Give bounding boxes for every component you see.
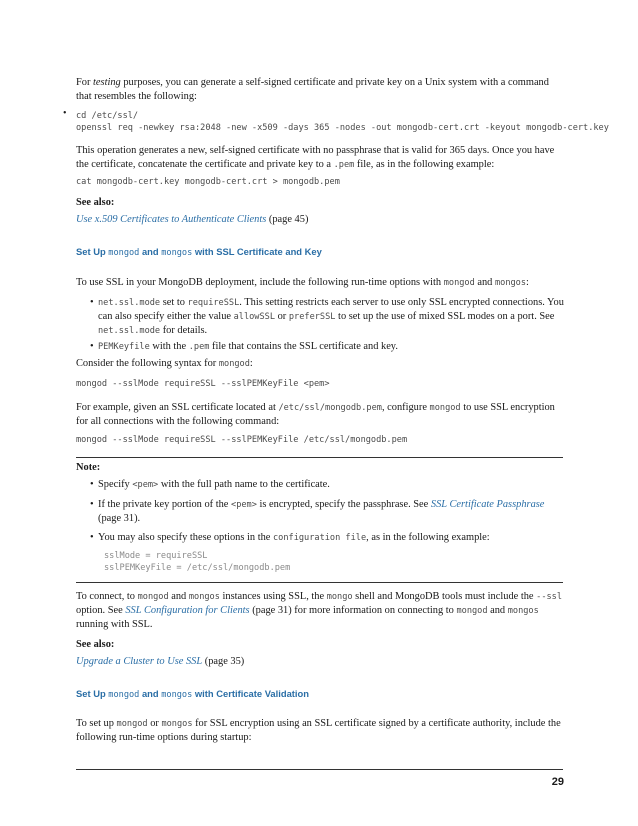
heading-code: mongod	[108, 248, 140, 258]
see-also-label: See also:	[76, 197, 115, 208]
link-ssl-passphrase[interactable]: SSL Certificate Passphrase	[430, 499, 545, 510]
see-also-entry	[76, 213, 564, 227]
text: , as in the following example:	[366, 532, 490, 543]
code-block-cat: cat mongodb-cert.key mongodb-cert.crt > mongodb.pem	[76, 177, 340, 187]
text: To use SSL in your MongoDB deployment, include the following run-time options with	[76, 277, 444, 288]
text: option. See	[76, 605, 126, 616]
section-heading-ssl-cert-key	[76, 245, 564, 260]
text: file, as in the following example:	[354, 159, 495, 170]
inline-code: mongo	[326, 592, 353, 602]
text: and	[487, 605, 508, 616]
inline-code: configuration file	[273, 533, 367, 543]
bullet-icon: •	[90, 499, 94, 510]
footer-divider	[76, 769, 563, 770]
inline-code: .pem	[188, 342, 210, 352]
text: file that contains the SSL certificate and key.	[209, 341, 398, 352]
runtime-options-paragraph	[76, 276, 564, 290]
code-line: cd /etc/ssl/	[76, 111, 139, 121]
inline-code: <pem>	[132, 480, 159, 490]
see-also-entry	[76, 655, 564, 669]
heading-text: Set Up	[76, 246, 109, 257]
text: To set up	[76, 718, 117, 729]
inline-code: mongod	[218, 359, 250, 369]
code-block-example: mongod --sslMode requireSSL --sslPEMKeyFile /etc/ssl/mongodb.pem	[76, 435, 408, 445]
inline-code: net.ssl.mode	[98, 298, 161, 308]
code-block-syntax: mongod --sslMode requireSSL --sslPEMKeyFile <pem>	[76, 379, 330, 389]
inline-code: allowSSL	[233, 312, 276, 322]
text: Consider the following syntax for	[76, 358, 219, 369]
inline-code: preferSSL	[288, 312, 336, 322]
text: is encrypted, specify the passphrase. See	[256, 499, 431, 510]
heading-code: mongos	[161, 690, 193, 700]
link-ssl-client-config[interactable]: SSL Configuration for Clients	[125, 605, 250, 616]
note-top-divider	[76, 457, 563, 458]
list-item-ssl-mode	[90, 296, 564, 338]
config-example-code	[104, 550, 290, 574]
inline-code: PEMKeyfile	[98, 342, 150, 352]
text: :	[249, 358, 253, 369]
connect-paragraph	[76, 590, 564, 632]
heading-text: Set Up	[76, 688, 109, 699]
code-line: sslPEMKeyFile = /etc/ssl/mongodb.pem	[104, 563, 291, 573]
page-ref: (page 45)	[266, 214, 309, 225]
inline-code: mongos	[161, 719, 193, 729]
inline-code: mongos	[507, 606, 539, 616]
bullet-icon: •	[90, 297, 94, 308]
emphasis-testing: testing	[93, 77, 121, 88]
text: with the full path name to the certificate.	[158, 479, 330, 490]
inline-code: --ssl	[536, 592, 563, 602]
text: . This setting restricts each server to use only SSL encrypted connections. You can also specify either the value	[98, 297, 564, 322]
text: and	[474, 277, 495, 288]
inline-code: mongod	[429, 403, 461, 413]
text: You may also specify these options in the	[98, 532, 273, 543]
note-item-passphrase	[90, 498, 564, 526]
text: or	[275, 311, 289, 322]
text: to use SSL encryption for all connections with the following command:	[76, 402, 555, 427]
text: or	[147, 718, 162, 729]
inline-code: mongod	[137, 592, 169, 602]
heading-code: mongod	[108, 690, 140, 700]
text: instances using SSL, the	[219, 591, 327, 602]
bullet-icon: •	[63, 108, 67, 119]
inline-code: /etc/ssl/mongodb.pem	[278, 403, 382, 413]
link-upgrade-cluster-ssl[interactable]: Upgrade a Cluster to Use SSL	[76, 656, 203, 667]
heading-text: and	[139, 688, 162, 699]
text: If the private key portion of the	[98, 499, 232, 510]
bullet-icon: •	[90, 532, 94, 543]
inline-code: requireSSL	[187, 298, 240, 308]
text: and	[168, 591, 189, 602]
note-item-config-file	[90, 531, 564, 545]
text: Specify	[98, 479, 133, 490]
bullet-icon: •	[90, 341, 94, 352]
inline-code: mongod	[456, 606, 488, 616]
cert-validation-paragraph	[76, 717, 564, 745]
heading-text: and	[139, 246, 162, 257]
inline-code: mongod	[443, 278, 475, 288]
intro-paragraph	[76, 76, 564, 104]
text: set to	[160, 297, 188, 308]
concatenate-paragraph	[76, 144, 564, 172]
heading-code: mongos	[161, 248, 193, 258]
note-label: Note:	[76, 462, 101, 473]
syntax-paragraph	[76, 357, 564, 371]
text: (page 31) for more information on connecting to	[249, 605, 457, 616]
heading-text: with Certificate Validation	[192, 688, 309, 699]
note-bottom-divider	[76, 582, 563, 583]
page-number: 29	[551, 776, 564, 788]
text: This operation generates a new, self-signed certificate with no passphrase that is valid for 365 days. Once you have the certificate, concatenate the certificate and private key to a	[76, 145, 555, 170]
text: For example, given an SSL certificate located at	[76, 402, 279, 413]
inline-code: mongos	[494, 278, 527, 288]
inline-code: .pem	[333, 160, 355, 170]
code-line: sslMode = requireSSL	[104, 551, 208, 561]
inline-code: mongod	[116, 719, 148, 729]
text: For	[76, 77, 94, 88]
text: to set up the use of mixed SSL modes on a port. See	[335, 311, 555, 322]
list-item-pemkeyfile	[90, 340, 564, 354]
text: with the	[149, 341, 189, 352]
section-heading-cert-validation	[76, 687, 564, 702]
text: :	[526, 277, 529, 288]
text: purposes, you can generate a self-signed certificate and private key on a Unix system with a command that resembles the following:	[76, 77, 549, 102]
text: , configure	[381, 402, 430, 413]
inline-code: <pem>	[231, 500, 257, 510]
code-line: openssl req -newkey rsa:2048 -new -x509 -days 365 -nodes -out mongodb-cert.crt -keyout mongodb-cert.key	[76, 123, 609, 133]
heading-text: with SSL Certificate and Key	[192, 246, 322, 257]
text: (page 31).	[98, 513, 141, 524]
link-x509-auth[interactable]: Use x.509 Certificates to Authenticate Clients	[76, 214, 267, 225]
text: shell and MongoDB tools must include the	[352, 591, 537, 602]
text: To connect, to	[76, 591, 138, 602]
text: for SSL encryption using an SSL certificate signed by a certificate authority, include the following run-time options during startup:	[76, 718, 561, 743]
code-block-openssl	[76, 110, 636, 134]
inline-code: mongos	[188, 592, 220, 602]
example-paragraph	[76, 401, 564, 429]
note-item-pem-path	[90, 478, 564, 492]
inline-code: net.ssl.mode	[98, 326, 161, 336]
text: running with SSL.	[76, 619, 153, 630]
see-also-label: See also:	[76, 639, 115, 650]
page-ref: (page 35)	[202, 656, 245, 667]
text: for details.	[160, 325, 208, 336]
bullet-icon: •	[90, 479, 94, 490]
